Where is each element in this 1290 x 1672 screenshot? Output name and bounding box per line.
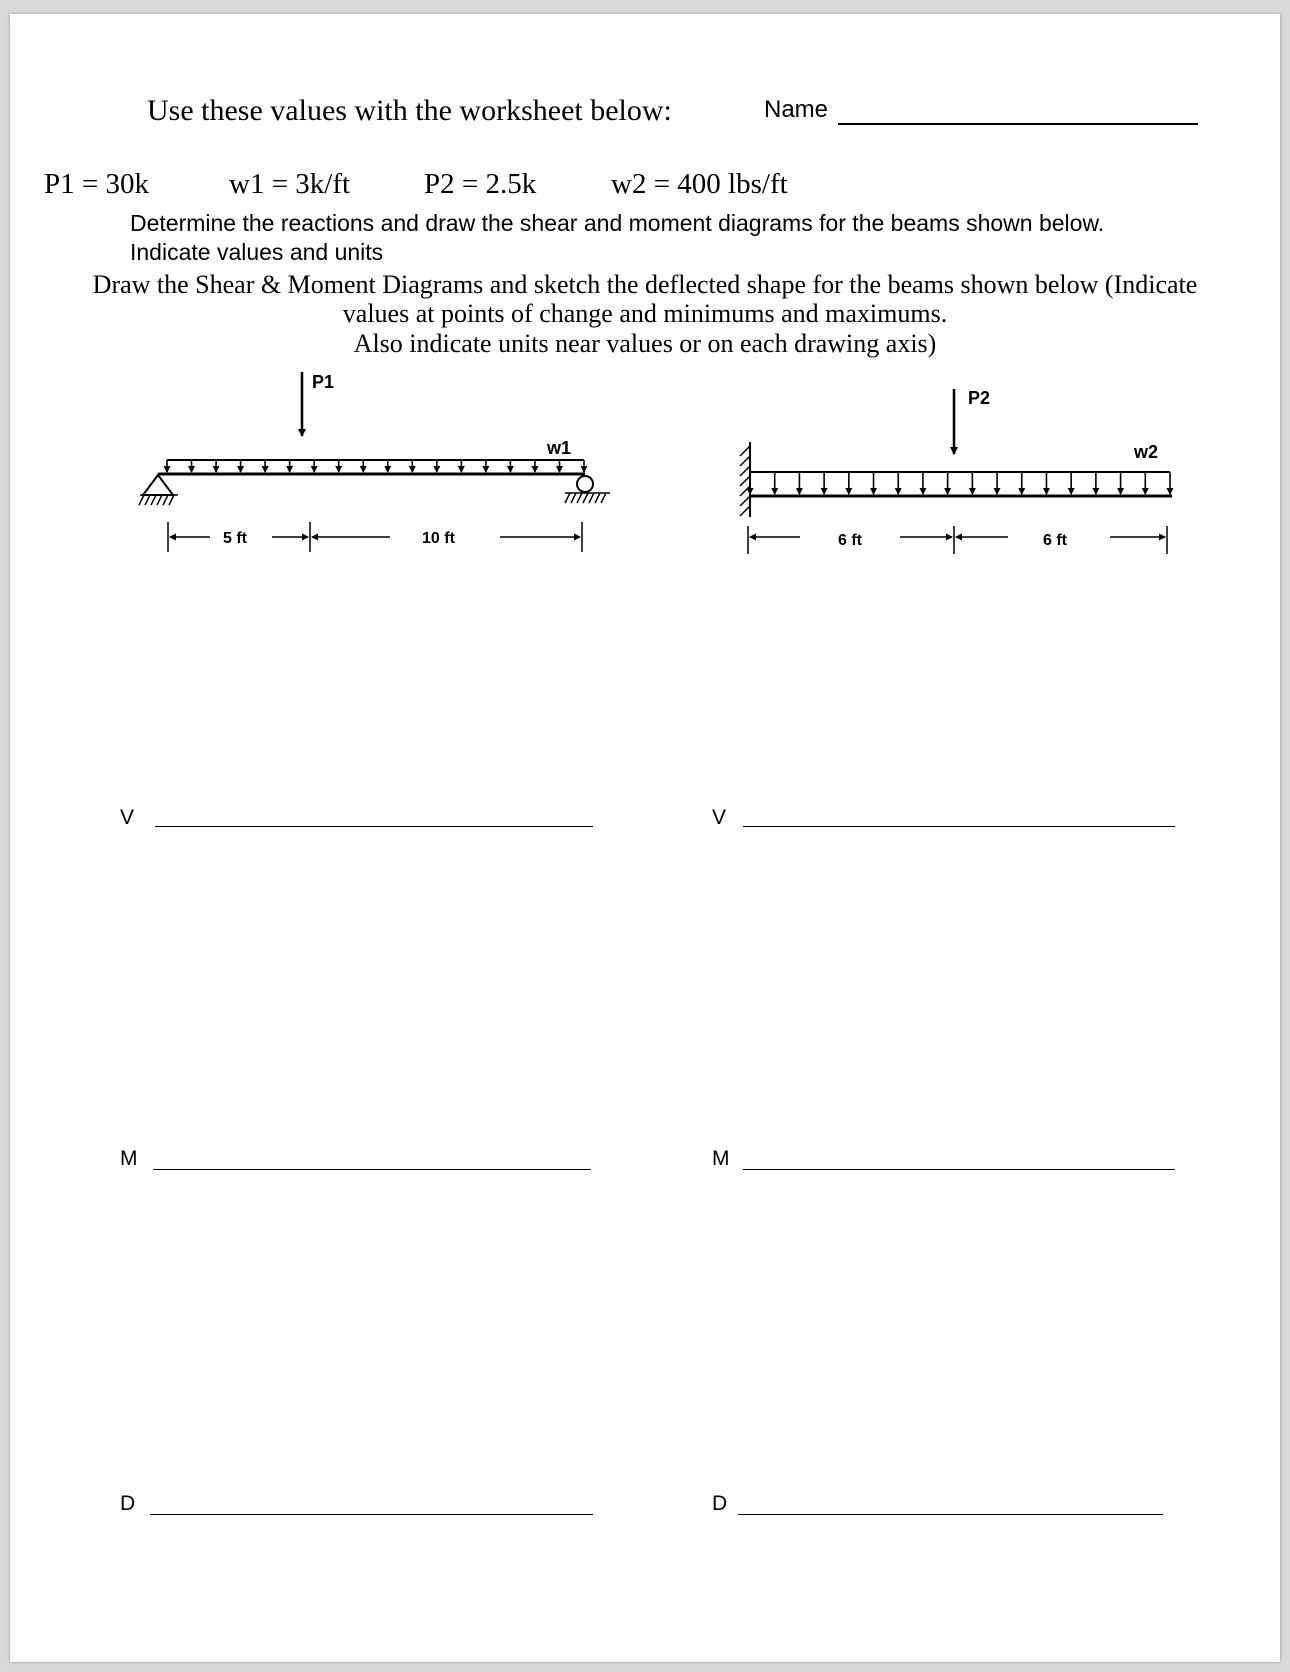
beam1-distributed-load — [167, 460, 584, 472]
beam1-pin-support — [139, 475, 178, 505]
right-deflection-label: D — [712, 1492, 728, 1515]
right-moment-label: M — [712, 1147, 730, 1170]
beam-drawings — [10, 14, 1280, 1662]
right-deflection-axis[interactable] — [738, 1514, 1163, 1515]
beam1-point-load-label: P1 — [312, 372, 335, 392]
beam1-dist-load-label: w1 — [547, 438, 572, 458]
left-moment-label: M — [120, 1147, 138, 1170]
value-w1: w1 = 3k/ft — [229, 168, 351, 200]
right-shear-label: V — [712, 806, 727, 829]
worksheet-page — [10, 14, 1280, 1662]
beam1-roller-support — [565, 476, 610, 503]
instruction-reactions: Determine the reactions and draw the shear and moment diagrams for the beams shown below. — [130, 210, 1105, 236]
right-shear-axis[interactable] — [743, 826, 1175, 827]
worksheet-heading: Use these values with the worksheet below: — [147, 94, 672, 127]
beam2-dim-6ft-a: 6 ft — [838, 532, 862, 549]
left-shear-label: V — [120, 806, 135, 829]
beam2-wall-hatch — [740, 446, 750, 516]
beam2-dim-6ft-b: 6 ft — [1043, 532, 1067, 549]
instruction-diagrams-line3: Also indicate units near values or on each drawing axis) — [353, 329, 937, 358]
value-p2: P2 = 2.5k — [424, 168, 537, 200]
left-deflection-label: D — [120, 1492, 136, 1515]
beam2-dimensions — [748, 526, 1167, 554]
beam1-dim-5ft: 5 ft — [223, 530, 247, 547]
beam2-dist-load-label: w2 — [1134, 442, 1159, 462]
instruction-diagrams-line1: Draw the Shear & Moment Diagrams and sketch the deflected shape for the beams shown below (Indicate — [92, 270, 1198, 299]
name-label: Name — [764, 96, 829, 123]
instruction-units: Indicate values and units — [130, 239, 384, 265]
left-deflection-axis[interactable] — [150, 1514, 593, 1515]
beam2-distributed-load — [750, 472, 1170, 494]
right-moment-axis[interactable] — [743, 1169, 1175, 1170]
beam2-point-load-label: P2 — [968, 388, 991, 408]
left-shear-axis[interactable] — [155, 826, 593, 827]
value-w2: w2 = 400 lbs/ft — [611, 168, 788, 200]
beam2-diagram — [740, 388, 1172, 554]
instruction-diagrams-line2: values at points of change and minimums and maximums. — [342, 299, 948, 328]
beam1-dim-10ft: 10 ft — [422, 530, 455, 547]
left-moment-axis[interactable] — [153, 1169, 591, 1170]
value-p1: P1 = 30k — [44, 168, 149, 200]
beam1-diagram — [139, 372, 610, 552]
